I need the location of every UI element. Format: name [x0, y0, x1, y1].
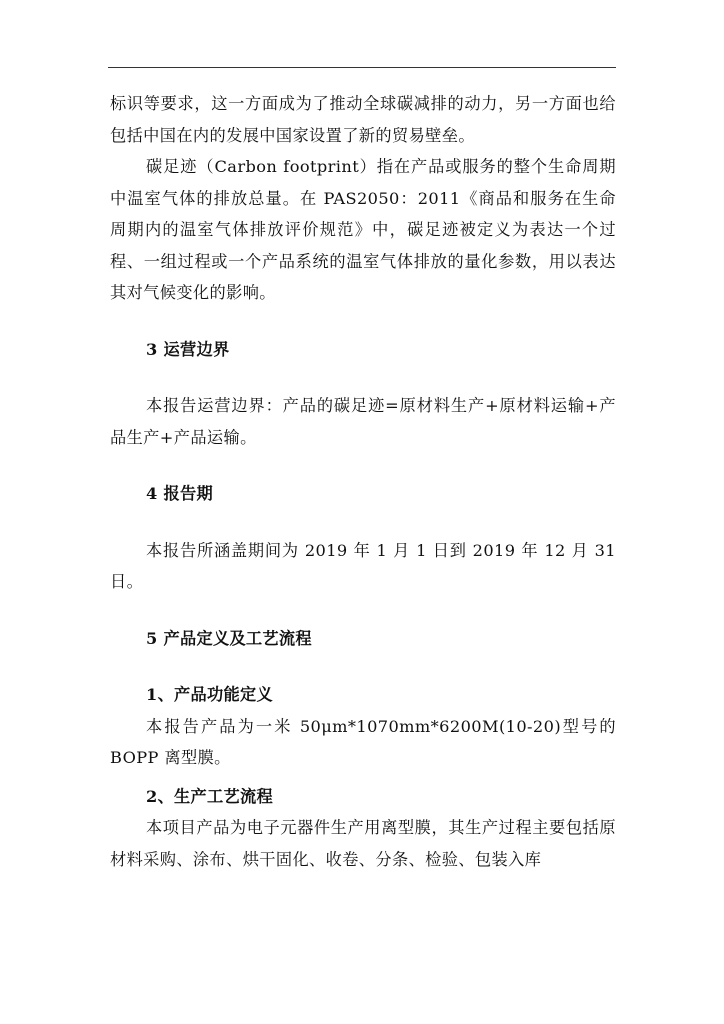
- paragraph-reporting-period: 本报告所涵盖期间为 2019 年 1 月 1 日到 2019 年 12 月 31 日。: [110, 540, 616, 591]
- section-heading-product-definition: 5 产品定义及工艺流程: [146, 628, 312, 648]
- document-body: [110, 88, 616, 875]
- paragraph-product-function: 本报告产品为一米 50μm*1070mm*6200M(10-20)型号的 BOPP 离型膜。: [110, 716, 616, 767]
- paragraph-trade-barrier: 标识等要求，这一方面成为了推动全球碳减排的动力，另一方面也给包括中国在内的发展中国家设置了新的贸易壁垒。: [110, 94, 616, 145]
- paragraph-operating-boundary: 本报告运营边界：产品的碳足迹=原材料生产+原材料运输+产品生产+产品运输。: [110, 396, 616, 447]
- subsection-heading-production-process: 2、生产工艺流程: [146, 786, 273, 806]
- section-heading-operating-boundary: 3 运营边界: [146, 339, 230, 359]
- header-rule: [108, 67, 616, 68]
- subsection-heading-product-function: 1、产品功能定义: [146, 685, 273, 704]
- paragraph-carbon-footprint-definition: 碳足迹（Carbon footprint）指在产品或服务的整个生命周期中温室气体的排放总量。在 PAS2050：2011《商品和服务在生命周期内的温室气体排放评价规范》中，碳足迹被定义为表达一个过程、一组过程或一个产品系统的温室气体排放的量化参数，用以表达其对气候变化的影响。: [110, 157, 616, 302]
- section-heading-reporting-period: 4 报告期: [146, 484, 213, 503]
- paragraph-production-process: 本项目产品为电子元器件生产用离型膜，其生产过程主要包括原材料采购、涂布、烘干固化、收卷、分条、检验、包装入库: [110, 818, 616, 869]
